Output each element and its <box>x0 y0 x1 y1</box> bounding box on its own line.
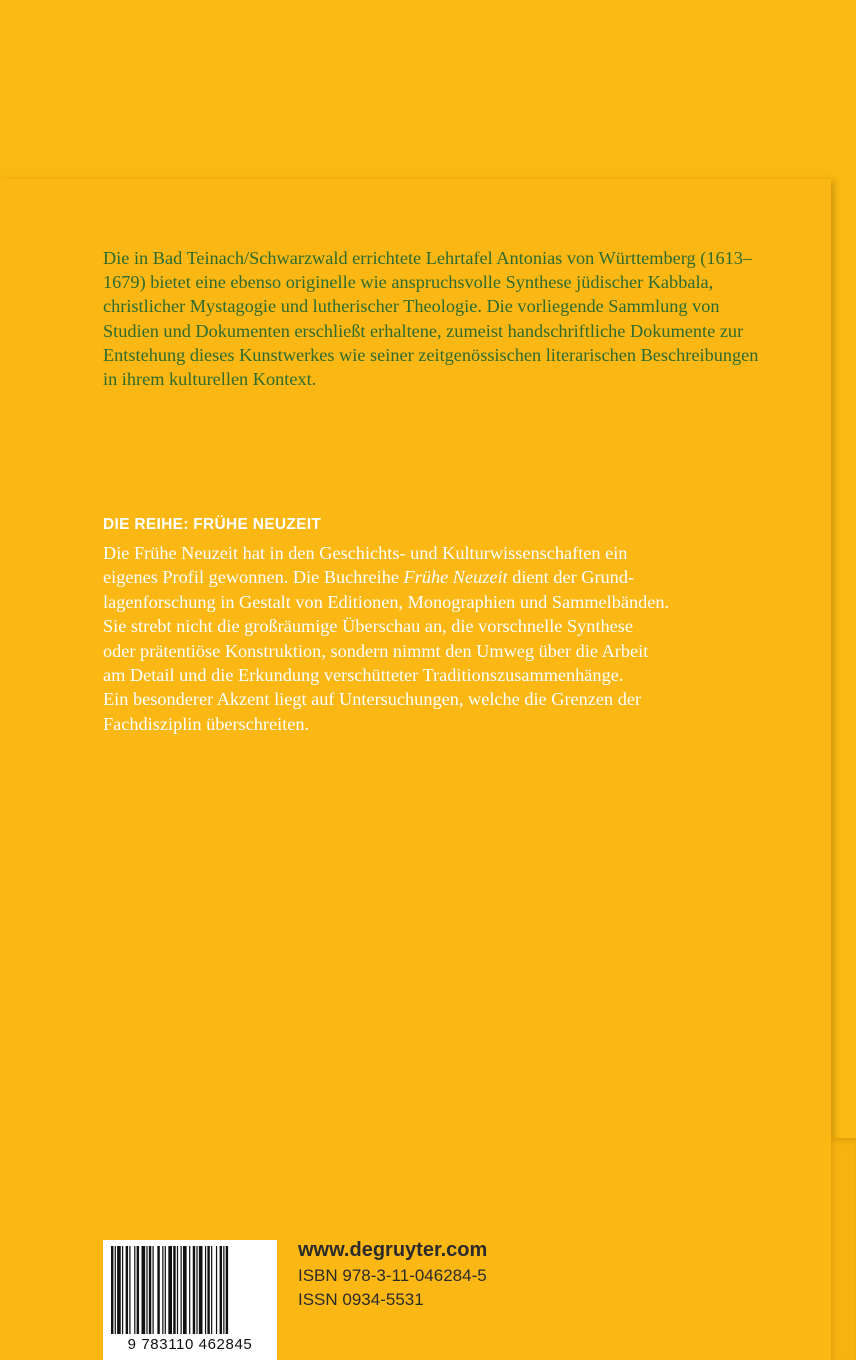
barcode-bar <box>115 1246 116 1334</box>
series-title-italic: Frühe Neuzeit <box>403 567 508 588</box>
barcode-bar <box>207 1246 209 1334</box>
barcode-bar <box>220 1246 222 1334</box>
series-line: eigenes Profil gewonnen. Die Buchreihe Frühe Neuzeit dient der Grund- <box>103 567 635 588</box>
barcode-bar <box>142 1246 146 1334</box>
issn: ISSN 0934-5531 <box>298 1290 424 1309</box>
barcode-bar <box>137 1246 139 1334</box>
barcode-bar <box>149 1246 151 1334</box>
publisher-info <box>298 1236 487 1312</box>
series-description <box>103 541 743 736</box>
cover-edge <box>831 1138 856 1360</box>
barcode-bar <box>193 1246 195 1334</box>
barcode-bar <box>134 1246 135 1334</box>
barcode-bar <box>126 1246 128 1334</box>
barcode-bar <box>181 1246 182 1334</box>
series-line: oder prätentiöse Konstruktion, sondern nimmt den Umweg über die Arbeit <box>103 640 649 661</box>
barcode-bar <box>189 1246 190 1334</box>
barcode-bar <box>168 1246 172 1334</box>
isbn: ISBN 978-3-11-046284-5 <box>298 1266 487 1285</box>
series-line: am Detail und die Erkundung verschütteter Traditionszusammenhänge. <box>103 665 624 686</box>
series-heading: DIE REIHE: FRÜHE NEUZEIT <box>103 516 322 533</box>
barcode-bar <box>211 1246 212 1334</box>
barcode-bar <box>146 1246 147 1334</box>
barcode <box>103 1240 277 1360</box>
barcode-bar <box>177 1246 178 1334</box>
barcode-bar <box>223 1246 224 1334</box>
barcode-bar <box>152 1246 153 1334</box>
barcode-digits: 9 783110 462845 <box>127 1336 253 1353</box>
book-description: Die in Bad Teinach/Schwarzwald errichtete Lehrtafel Antonias von Württemberg (1613–1679) bietet eine ebenso originelle wie anspruchsvolle Synthese jüdischer Kabbala, christlicher Mystagogie und lutherischer Theologie. Die vorliegende Sammlung von Studien und Dokumenten erschließt erhaltene, zumeist handschriftliche Dokumente zur Entstehung dieses Kunstwerkes wie seiner zeitgenössischen literarischen Beschreibungen in ihrem kulturellen Kontext. <box>103 248 759 390</box>
barcode-bar <box>183 1246 187 1334</box>
barcode-bar <box>199 1246 203 1334</box>
barcode-bars <box>110 1246 270 1334</box>
barcode-bar <box>196 1246 197 1334</box>
barcode-bar <box>122 1246 123 1334</box>
barcode-bar <box>157 1246 159 1334</box>
barcode-bar <box>162 1246 163 1334</box>
series-line: Ein besonderer Akzent liegt auf Untersuchungen, welche die Grenzen der <box>103 689 642 710</box>
barcode-bar <box>165 1246 166 1334</box>
series-line: Die Frühe Neuzeit hat in den Geschichts- und Kulturwissenschaften ein <box>103 543 628 563</box>
barcode-bar <box>111 1246 113 1334</box>
series-line: Sie strebt nicht die großräumige Überschau an, die vorschnelle Synthese <box>103 616 634 637</box>
barcode-bar <box>216 1246 217 1334</box>
series-line: Fachdisziplin überschreiten. <box>103 713 310 734</box>
barcode-bar <box>173 1246 175 1334</box>
barcode-bar <box>117 1246 121 1334</box>
barcode-bar <box>226 1246 228 1334</box>
barcode-bar <box>205 1246 206 1334</box>
series-line: lagenforschung in Gestalt von Editionen, Monographien und Sammelbänden. <box>103 591 670 612</box>
publisher-url[interactable]: www.degruyter.com <box>298 1239 488 1261</box>
barcode-bar <box>129 1246 130 1334</box>
